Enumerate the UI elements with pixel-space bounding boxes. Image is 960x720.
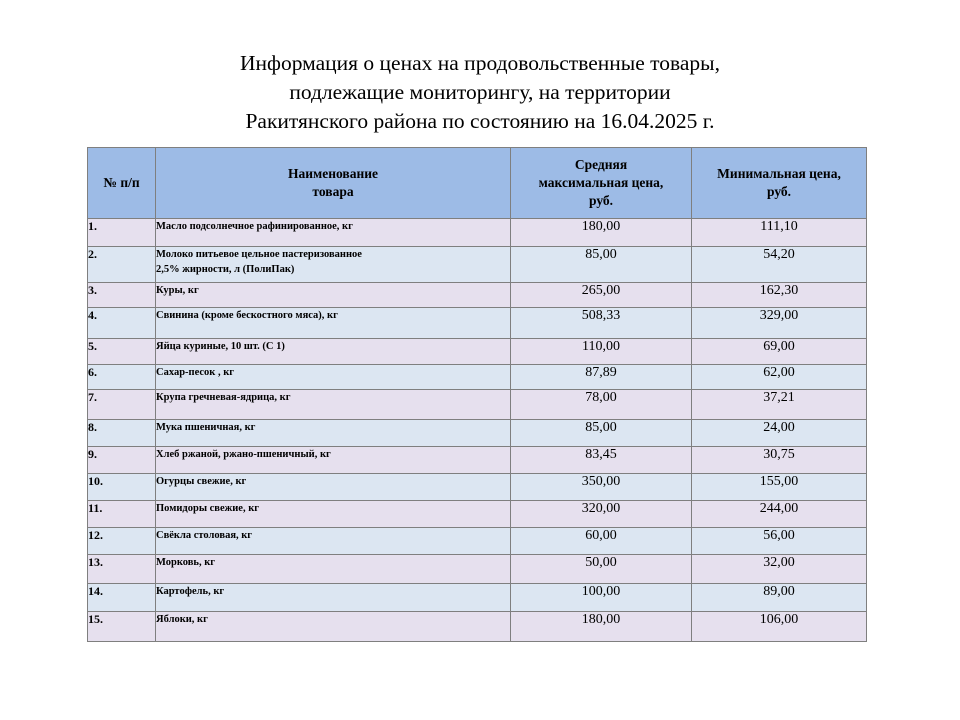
table-row [88, 219, 867, 247]
product-name-line-1: Хлеб ржаной, ржано-пшеничный, кг [156, 449, 331, 460]
table-row [88, 420, 867, 447]
header-name-line-1: Наименование [288, 166, 378, 181]
avg-max-price: 180,00 [511, 612, 692, 642]
table-row [88, 447, 867, 474]
row-number: 15. [88, 612, 156, 642]
min-price: 162,30 [692, 283, 867, 308]
header-avg-line-3: руб. [588, 193, 614, 208]
product-name [156, 219, 511, 247]
product-name-line-1: Молоко питьевое цельное пастеризованное [156, 249, 362, 260]
table-row [88, 555, 867, 584]
table-row [88, 612, 867, 642]
avg-max-price: 85,00 [511, 247, 692, 283]
table-header-row [88, 148, 867, 219]
row-number: 3. [88, 283, 156, 308]
table-row [88, 584, 867, 612]
table-row [88, 501, 867, 528]
min-price: 54,20 [692, 247, 867, 283]
title-line-3: Ракитянского района по состоянию на 16.04.2025 г. [245, 109, 715, 133]
min-price: 30,75 [692, 447, 867, 474]
min-price: 111,10 [692, 219, 867, 247]
product-name-line-1: Крупа гречневая-ядрица, кг [156, 392, 291, 403]
min-price: 56,00 [692, 528, 867, 555]
product-name-line-2: 2,5% жирности, л (ПолиПак) [156, 264, 295, 275]
min-price: 32,00 [692, 555, 867, 584]
avg-max-price: 320,00 [511, 501, 692, 528]
product-name-line-1: Мука пшеничная, кг [156, 422, 256, 433]
product-name-line-1: Куры, кг [156, 285, 199, 296]
row-number: 8. [88, 420, 156, 447]
table-row [88, 283, 867, 308]
product-name [156, 584, 511, 612]
avg-max-price: 78,00 [511, 390, 692, 420]
avg-max-price: 508,33 [511, 308, 692, 339]
product-name [156, 247, 511, 283]
avg-max-price: 265,00 [511, 283, 692, 308]
row-number: 14. [88, 584, 156, 612]
row-number: 5. [88, 339, 156, 365]
product-name [156, 420, 511, 447]
product-name-line-1: Помидоры свежие, кг [156, 503, 260, 514]
avg-max-price: 180,00 [511, 219, 692, 247]
header-avg-line-2: максимальная цена, [538, 175, 664, 190]
title-line-2: подлежащие мониторингу, на территории [289, 80, 671, 104]
avg-max-price: 83,45 [511, 447, 692, 474]
avg-max-price: 110,00 [511, 339, 692, 365]
avg-max-price: 350,00 [511, 474, 692, 501]
product-name-line-1: Свёкла столовая, кг [156, 530, 253, 541]
min-price: 89,00 [692, 584, 867, 612]
row-number: 9. [88, 447, 156, 474]
product-name-line-1: Картофель, кг [156, 586, 225, 597]
row-number: 6. [88, 365, 156, 390]
product-name-line-1: Яблоки, кг [156, 614, 208, 625]
table-row [88, 308, 867, 339]
table-row [88, 247, 867, 283]
row-number: 12. [88, 528, 156, 555]
title-line-1: Информация о ценах на продовольственные товары, [240, 51, 720, 75]
header-min-line-1: Минимальная цена, [717, 166, 841, 181]
row-number: 10. [88, 474, 156, 501]
product-name [156, 501, 511, 528]
product-name [156, 555, 511, 584]
min-price: 62,00 [692, 365, 867, 390]
product-name-line-1: Яйца куриные, 10 шт. (С 1) [156, 341, 285, 352]
header-num: № п/п [88, 148, 156, 219]
product-name [156, 612, 511, 642]
row-number: 7. [88, 390, 156, 420]
product-name-line-1: Огурцы свежие, кг [156, 476, 247, 487]
avg-max-price: 60,00 [511, 528, 692, 555]
min-price: 37,21 [692, 390, 867, 420]
avg-max-price: 87,89 [511, 365, 692, 390]
header-avg-line-1: Средняя [574, 157, 628, 172]
header-avg-price [511, 148, 692, 219]
row-number: 4. [88, 308, 156, 339]
table-row [88, 474, 867, 501]
product-name [156, 308, 511, 339]
price-table [87, 147, 867, 642]
product-name-line-1: Масло подсолнечное рафинированное, кг [156, 221, 353, 232]
table-row [88, 365, 867, 390]
avg-max-price: 85,00 [511, 420, 692, 447]
product-name [156, 528, 511, 555]
avg-max-price: 100,00 [511, 584, 692, 612]
product-name-line-1: Свинина (кроме бескостного мяса), кг [156, 310, 338, 321]
page-title [0, 49, 960, 136]
min-price: 69,00 [692, 339, 867, 365]
product-name [156, 447, 511, 474]
product-name [156, 283, 511, 308]
header-name [156, 148, 511, 219]
table-row [88, 390, 867, 420]
product-name-line-1: Сахар-песок , кг [156, 367, 235, 378]
header-min-price [692, 148, 867, 219]
min-price: 329,00 [692, 308, 867, 339]
min-price: 106,00 [692, 612, 867, 642]
table-row [88, 339, 867, 365]
row-number: 13. [88, 555, 156, 584]
product-name [156, 365, 511, 390]
product-name-line-1: Морковь, кг [156, 557, 216, 568]
min-price: 155,00 [692, 474, 867, 501]
header-min-line-2: руб. [766, 184, 792, 199]
avg-max-price: 50,00 [511, 555, 692, 584]
product-name [156, 339, 511, 365]
min-price: 244,00 [692, 501, 867, 528]
row-number: 11. [88, 501, 156, 528]
header-name-line-2: товара [312, 184, 354, 199]
row-number: 2. [88, 247, 156, 283]
product-name [156, 390, 511, 420]
table-row [88, 528, 867, 555]
min-price: 24,00 [692, 420, 867, 447]
row-number: 1. [88, 219, 156, 247]
product-name [156, 474, 511, 501]
